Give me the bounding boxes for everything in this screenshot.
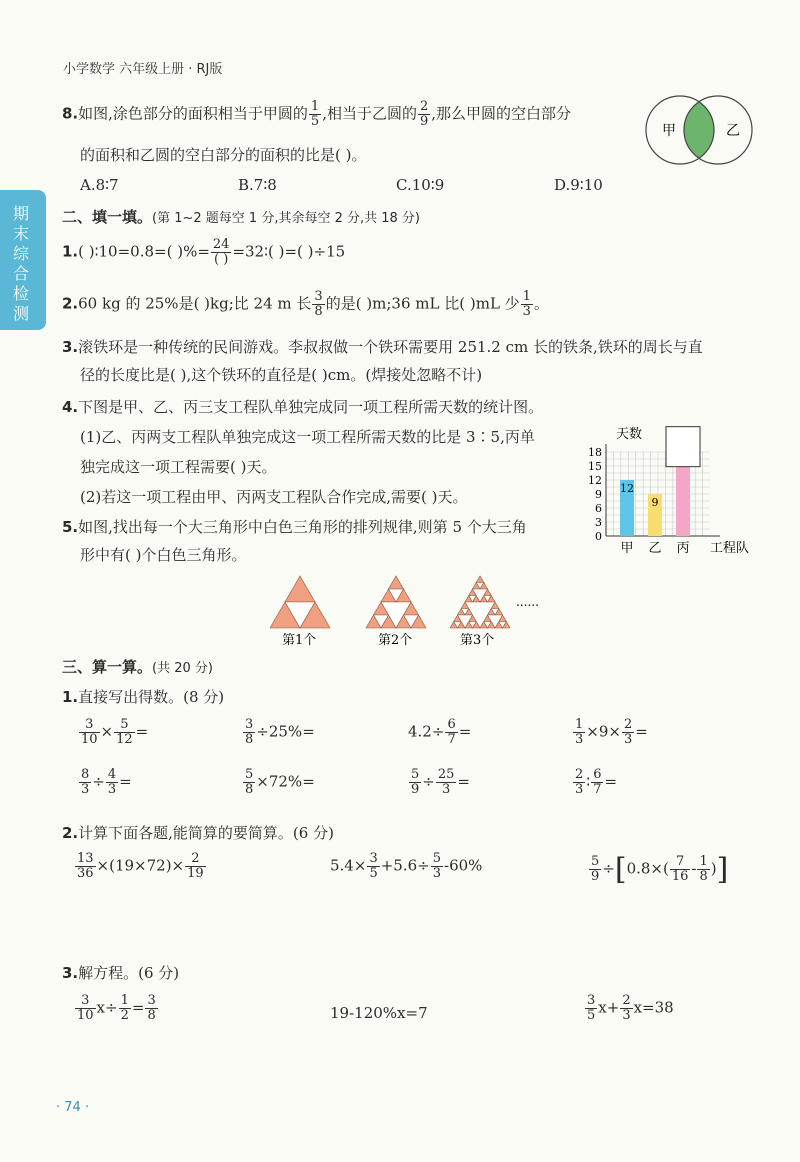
fill-q3-line2: 径的长度比是( ),这个铁环的直径是( )cm。(焊接处忽略不计): [80, 366, 483, 384]
fill-q3-line1: 3.滚铁环是一种传统的民间游戏。李叔叔做一个铁环需要用 251.2 cm 长的铁条,铁环的周长与直: [62, 338, 703, 356]
triangle-shape: [389, 576, 404, 589]
calc-q1-title: 1.直接写出得数。(8 分): [62, 688, 225, 706]
q8-line2: 的面积和乙圆的空白部分的面积的比是( )。: [80, 146, 367, 164]
calc-q3-title: 3.解方程。(6 分): [62, 964, 180, 982]
q8-line1: 8.如图,涂色部分的面积相当于甲圆的 $\frac{1}{5}$ ,相当于乙圆的 $\frac{2}{9}$ ,那么甲圆的空白部分: [62, 99, 572, 129]
q8-option-a: A.8∶7: [80, 176, 119, 194]
fill-q4-sub1b: 独完成这一项工程需要( )天。: [80, 458, 277, 476]
fill-q2: 2.60 kg 的 25%是( )kg;比 24 m 长 $\frac{3}{8}$ 的是( )m;36 mL 比( )mL 少 $\frac{1}{3}$ 。: [62, 289, 549, 319]
chart-xtick: 甲: [620, 541, 634, 556]
triangle-shape: [285, 576, 315, 602]
chart-ytick: 6: [595, 502, 602, 515]
expr-p2: 5.4× $\frac{3}{5}$ +5.6÷ $\frac{5}{3}$ -60%: [330, 851, 483, 881]
section2-heading: 二、填一填。(第 1~2 题每空 1 分,其余每空 2 分,共 18 分): [62, 208, 421, 226]
calc-q2-title: 2.计算下面各题,能简算的要简算。(6 分): [62, 824, 334, 842]
chart-xtick: 丙: [676, 541, 690, 556]
expr-1: $\frac{3}{10}$ × $\frac{5}{12}$ =: [81, 717, 149, 747]
expr-8: $\frac{2}{3}$ ∶ $\frac{6}{7}$ =: [575, 767, 618, 797]
fill-q5-line2: 形中有( )个白色三角形。: [80, 546, 247, 564]
chart-bar: [676, 466, 690, 536]
chart-value-label: 9: [651, 496, 659, 509]
triangle-label-1: 第1个: [282, 633, 317, 648]
expr-5: $\frac{8}{3}$ ÷ $\frac{4}{3}$ =: [81, 767, 132, 797]
fill-q4-line1: 4.下图是甲、乙、丙三支工程队单独完成同一项工程所需天数的统计图。: [62, 398, 544, 416]
chart-ytick: 3: [595, 516, 602, 529]
expr-2: $\frac{3}{8}$ ÷25%=: [245, 717, 315, 747]
chart-xlabel: 工程队: [710, 541, 750, 556]
circle-b-label: 乙: [726, 123, 740, 139]
q8-option-c: C.10∶9: [396, 176, 445, 194]
expr-7: $\frac{5}{9}$ ÷ $\frac{25}{3}$ =: [411, 767, 470, 797]
section3-heading: 三、算一算。(共 20 分): [62, 658, 213, 676]
equation-1: $\frac{3}{10}$ x÷ $\frac{1}{2}$ = $\frac{3}{8}$: [77, 993, 156, 1023]
chart-ylabel: 天数: [616, 427, 643, 442]
expr-p1: $\frac{13}{36}$ ×(19×72)× $\frac{2}{19}$: [77, 851, 204, 881]
venn-diagram: [640, 92, 760, 168]
circle-a-label: 甲: [662, 123, 676, 139]
triangle-label-3: 第3个: [460, 633, 495, 648]
chart-xtick: 乙: [648, 541, 662, 556]
expr-6: $\frac{5}{8}$ ×72%=: [245, 767, 315, 797]
chart-hidden-box: [666, 427, 700, 467]
bar-chart: [582, 424, 762, 558]
expr-p3: $\frac{5}{9}$ ÷[0.8×( $\frac{7}{16}$ - $\frac{1}{8}$ )]: [591, 852, 729, 887]
chart-ytick: 9: [595, 488, 602, 501]
fill-q5-line1: 5.如图,找出每一个大三角形中白色三角形的排列规律,则第 5 个大三角: [62, 518, 527, 536]
triangle-label-2: 第2个: [378, 633, 413, 648]
q8-option-b: B.7∶8: [238, 176, 277, 194]
fill-q4-sub1a: (1)乙、丙两支工程队单独完成这一项工程所需天数的比是 3∶5,丙单: [80, 428, 535, 446]
expr-3: 4.2÷ $\frac{6}{7}$ =: [408, 717, 472, 747]
page-number: · 74 ·: [56, 1100, 90, 1115]
equation-3: $\frac{3}{5}$ x+ $\frac{2}{3}$ x=38: [587, 993, 674, 1023]
side-tab: 期末综合检测: [0, 190, 46, 330]
equation-2: 19-120%x=7: [330, 1004, 428, 1022]
chart-ytick: 18: [588, 446, 602, 459]
page-header: 小学数学 六年级上册 · RJ版: [63, 62, 223, 77]
ellipsis: ......: [516, 595, 539, 609]
expr-4: $\frac{1}{3}$ ×9× $\frac{2}{3}$ =: [575, 717, 648, 747]
chart-ytick: 15: [588, 460, 602, 473]
q8-option-d: D.9∶10: [554, 176, 603, 194]
fill-q4-sub2: (2)若这一项工程由甲、丙两支工程队合作完成,需要( )天。: [80, 488, 468, 506]
triangle-shape: [476, 576, 484, 583]
chart-ytick: 0: [595, 530, 602, 543]
chart-value-label: 12: [620, 482, 634, 495]
chart-ytick: 12: [588, 474, 602, 487]
triangle-pattern: [270, 570, 560, 650]
fill-q1: 1.( )∶10=0.8=( )%= $\frac{24}{( )}$ =32∶( )=( )÷15: [62, 237, 346, 267]
